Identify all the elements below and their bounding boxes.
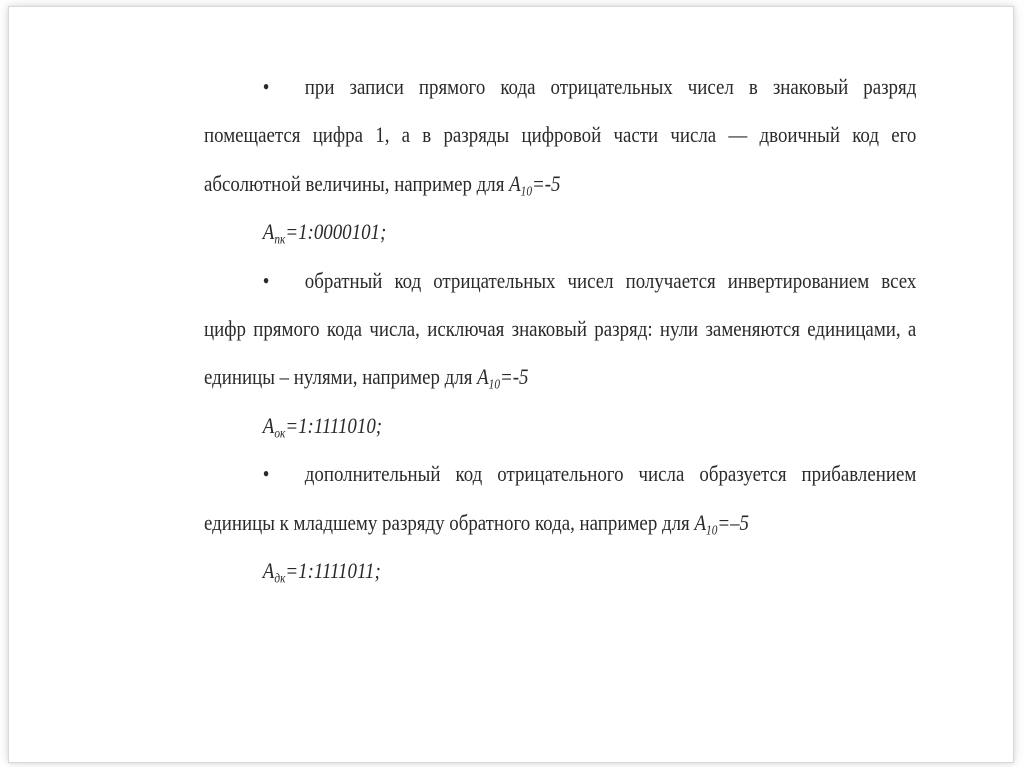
list-item	[204, 257, 916, 402]
formula-variable: A	[262, 219, 275, 245]
item-text: при записи прямого кода отрицательных чисел в знаковый разряд помещается цифра 1, а в разряды цифровой части числа — двоичный код его абсолютной величины, например для	[204, 74, 917, 196]
variable-value: =-5	[532, 170, 561, 196]
formula-value: =1:1111010;	[285, 412, 383, 438]
formula-subscript: дк	[274, 570, 286, 586]
formula-line	[204, 547, 916, 595]
bullet-icon: •	[262, 74, 270, 99]
formula-variable: A	[262, 412, 275, 438]
variable-subscript: 10	[488, 377, 501, 393]
formula-line	[204, 208, 916, 256]
bullet-icon: •	[262, 267, 270, 293]
item-text: обратный код отрицательных чисел получается инвертированием всех цифр прямого кода числа, исключая знаковый разряд: нули заменяются единицами, а единицы – нулями, например для	[204, 267, 917, 390]
formula-line	[204, 402, 916, 450]
formula-variable: A	[262, 558, 275, 584]
list-item	[204, 63, 916, 208]
variable-value: =-5	[500, 364, 529, 390]
formula-value: =1:0000101;	[285, 219, 387, 245]
formula-value: =1:1111011;	[285, 558, 381, 584]
bullet-icon: •	[262, 461, 270, 487]
variable-value: =–5	[717, 509, 750, 535]
item-text: дополнительный код отрицательного числа образуется прибавлением единицы к младшему разряду обратного кода, например для	[204, 461, 917, 535]
document-content	[204, 63, 916, 595]
variable: A	[477, 364, 489, 390]
slide-frame	[8, 6, 1014, 763]
variable: A	[694, 509, 707, 535]
variable: A	[509, 170, 521, 196]
list-item	[204, 450, 916, 547]
formula-subscript: пк	[274, 231, 286, 247]
variable-subscript: 10	[520, 183, 533, 199]
variable-subscript: 10	[706, 522, 718, 538]
formula-subscript: ок	[274, 425, 286, 441]
